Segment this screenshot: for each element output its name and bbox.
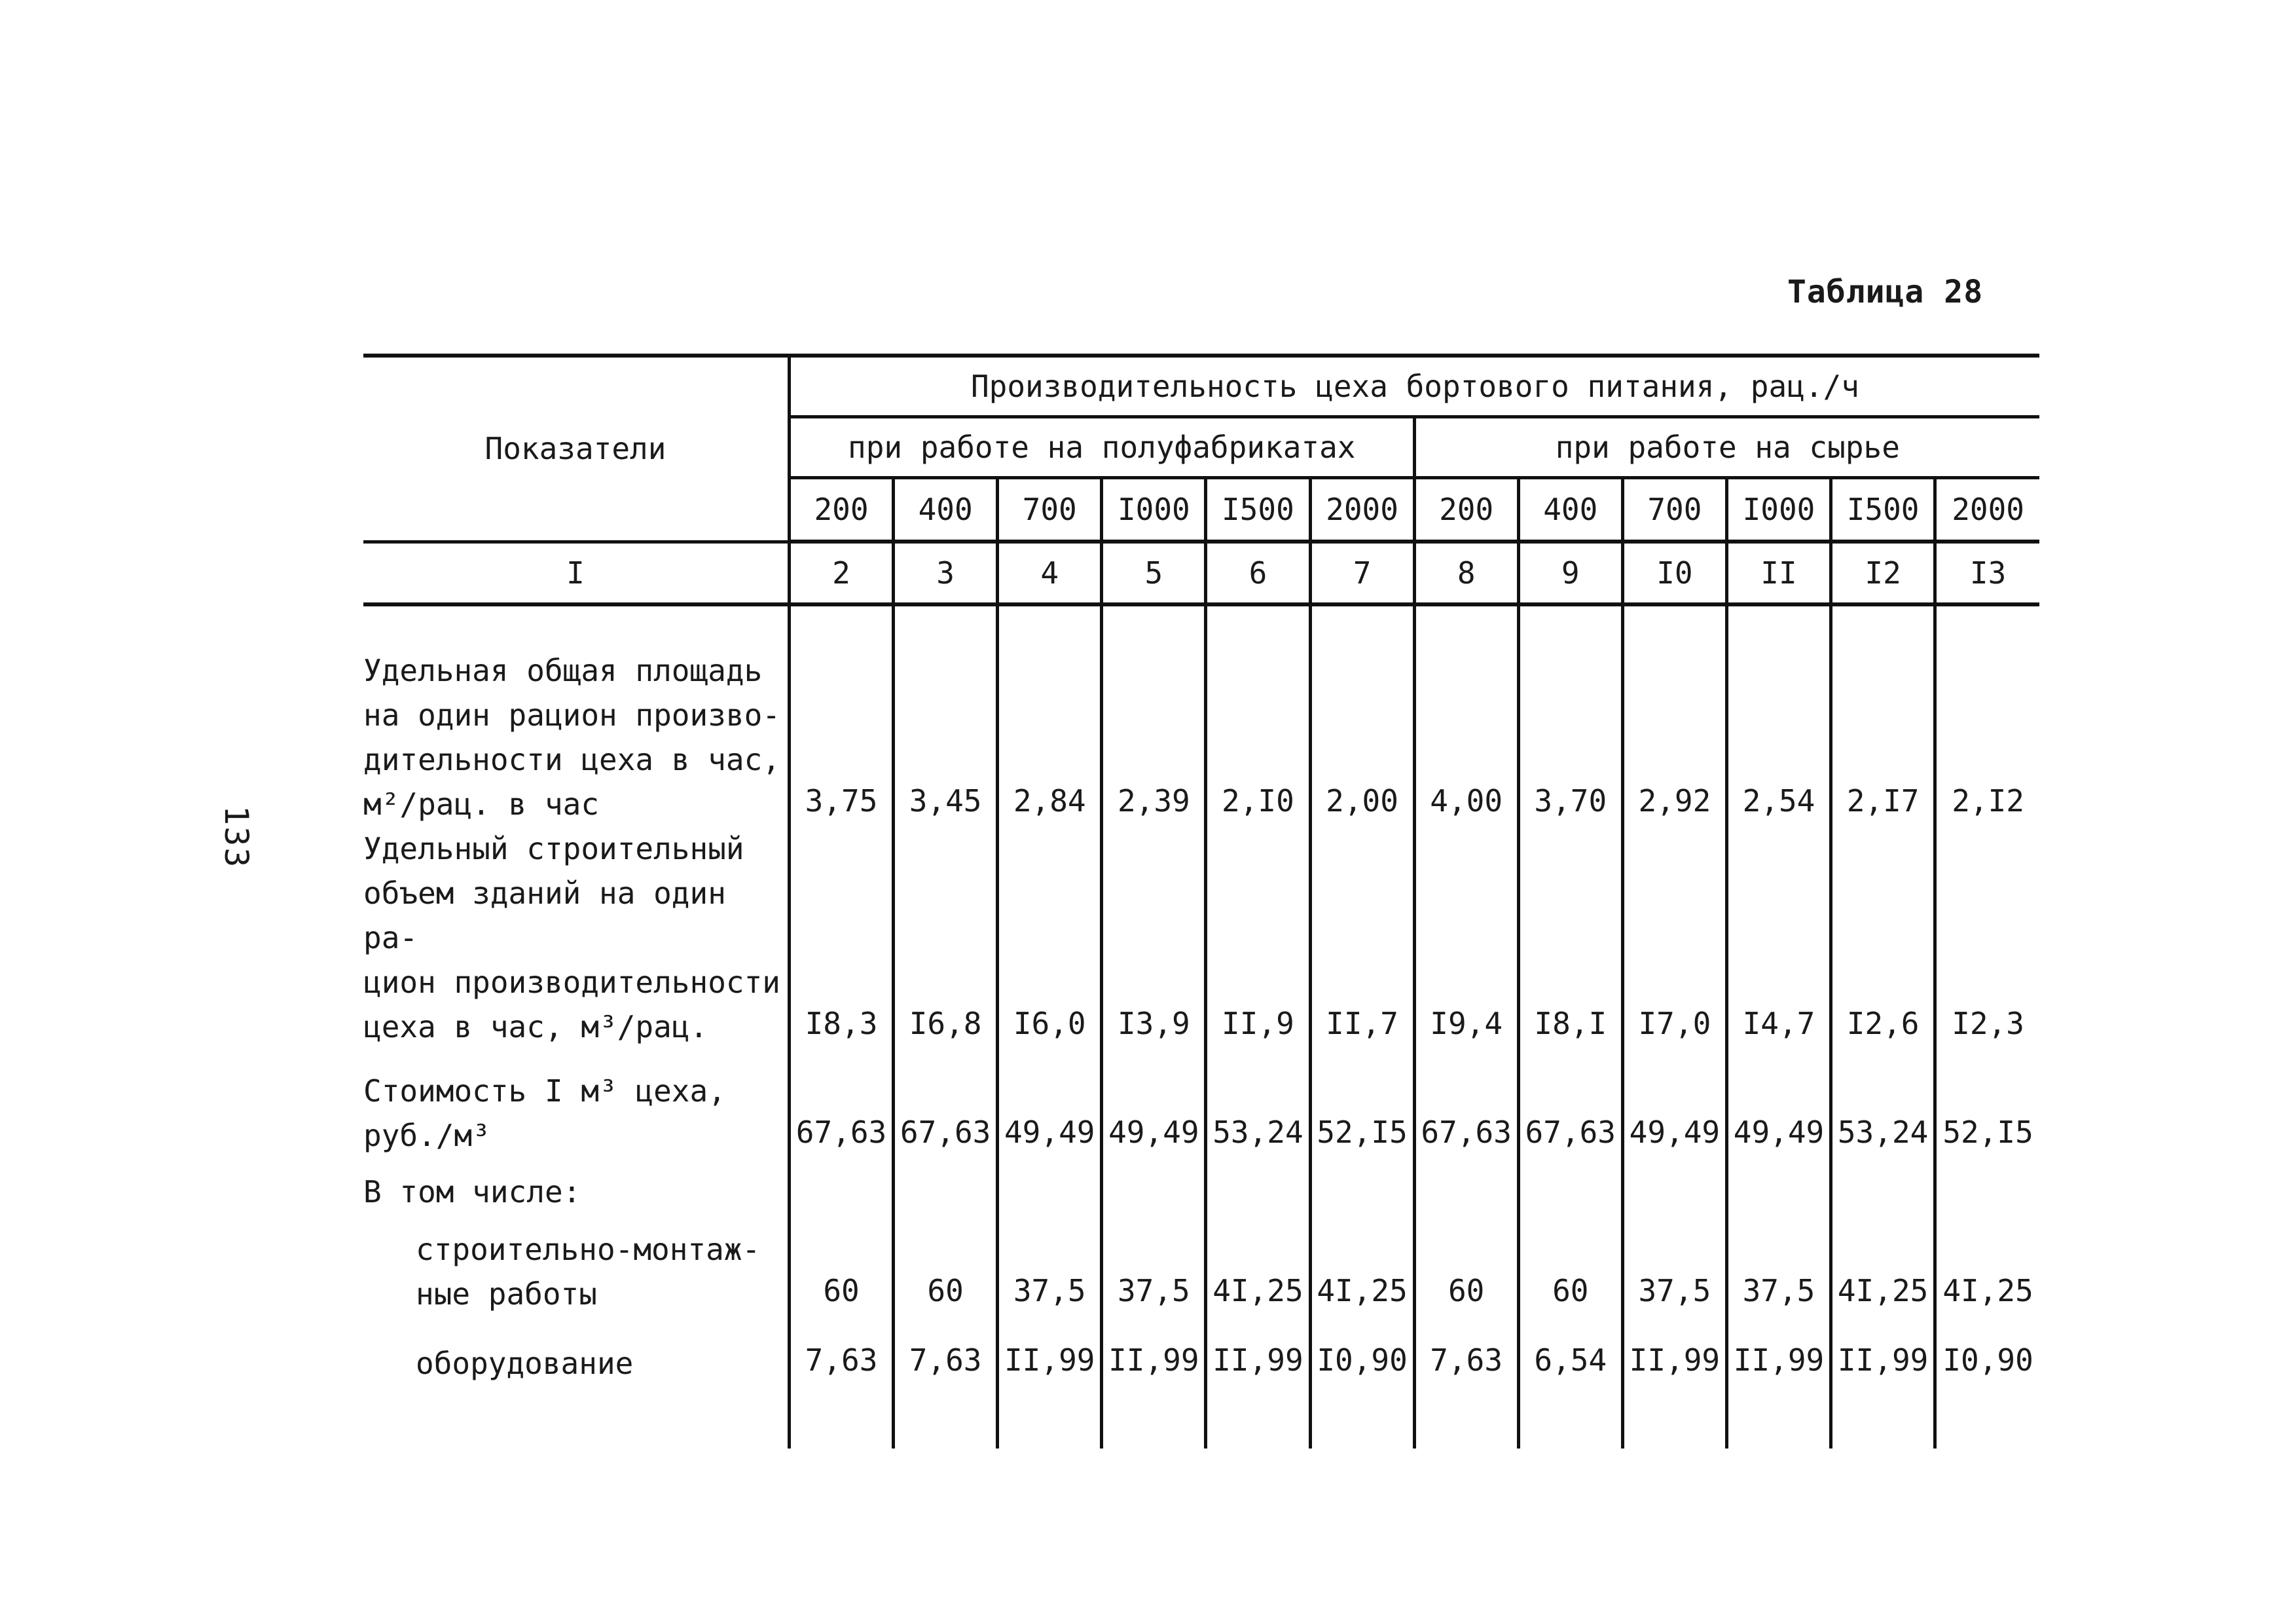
data-table bbox=[363, 354, 2039, 1449]
table-cell bbox=[1518, 1158, 1622, 1214]
table-cell: 2,00 bbox=[1310, 604, 1414, 826]
table-cell: 49,49 bbox=[998, 1049, 1102, 1158]
table-cell bbox=[1622, 1158, 1726, 1214]
column-number: 8 bbox=[1414, 542, 1518, 604]
row-label-line: на один рацион произво- bbox=[363, 697, 780, 733]
page-number: 133 bbox=[217, 805, 255, 869]
table-cell bbox=[1206, 1158, 1310, 1214]
capacity-header: 700 bbox=[1622, 478, 1726, 542]
capacity-header: I000 bbox=[1726, 478, 1831, 542]
table-cell: 67,63 bbox=[789, 1049, 893, 1158]
table-cell: 53,24 bbox=[1831, 1049, 1935, 1158]
table-cell: I8,3 bbox=[789, 826, 893, 1049]
row-label bbox=[363, 1158, 789, 1214]
column-number: 9 bbox=[1518, 542, 1622, 604]
row-label bbox=[363, 1214, 789, 1316]
table-cell: 2,84 bbox=[998, 604, 1102, 826]
capacity-header: 700 bbox=[998, 478, 1102, 542]
table-tail bbox=[363, 1386, 2039, 1449]
table-cell: 60 bbox=[789, 1214, 893, 1316]
tail-spacer bbox=[1310, 1386, 1414, 1449]
row-label bbox=[363, 604, 789, 826]
table-cell: 49,49 bbox=[1622, 1049, 1726, 1158]
row-label bbox=[363, 1316, 789, 1386]
table-cell: 4I,25 bbox=[1831, 1214, 1935, 1316]
table-cell: 7,63 bbox=[1414, 1316, 1518, 1386]
capacity-header: I000 bbox=[1102, 478, 1206, 542]
row-label bbox=[363, 826, 789, 1049]
capacity-group-header: Производительность цеха бортового питания, рац./ч bbox=[789, 356, 2039, 417]
capacity-header: I500 bbox=[1206, 478, 1310, 542]
indicators-header: Показатели bbox=[363, 356, 789, 542]
table-cell bbox=[1831, 1158, 1935, 1214]
table-cell: I4,7 bbox=[1726, 826, 1831, 1049]
table-cell: II,99 bbox=[1831, 1316, 1935, 1386]
tail-spacer bbox=[1206, 1386, 1310, 1449]
table-cell: 67,63 bbox=[1518, 1049, 1622, 1158]
row-label bbox=[363, 1049, 789, 1158]
table-cell: II,9 bbox=[1206, 826, 1310, 1049]
row-label-line: Стоимость I м³ цеха, bbox=[363, 1073, 726, 1109]
tail-spacer bbox=[1518, 1386, 1622, 1449]
table-cell: 67,63 bbox=[894, 1049, 998, 1158]
capacity-header: 400 bbox=[1518, 478, 1622, 542]
row-label-line: Удельный строительный bbox=[363, 831, 744, 866]
tail-spacer bbox=[1102, 1386, 1206, 1449]
table-cell: 49,49 bbox=[1102, 1049, 1206, 1158]
table-caption-label: Таблица bbox=[1787, 274, 1925, 310]
table-cell bbox=[1935, 1158, 2039, 1214]
row-label-line: строительно-монтаж- bbox=[416, 1232, 761, 1267]
table-cell: I7,0 bbox=[1622, 826, 1726, 1049]
table-cell: 60 bbox=[1518, 1214, 1622, 1316]
subgroup-semi-finished: при работе на полуфабрикатах bbox=[789, 417, 1414, 478]
table-caption bbox=[1787, 274, 1983, 310]
table-cell: II,99 bbox=[998, 1316, 1102, 1386]
table-caption-number: 28 bbox=[1944, 274, 1984, 310]
table-cell: 4I,25 bbox=[1206, 1214, 1310, 1316]
table-cell: 52,I5 bbox=[1935, 1049, 2039, 1158]
table-cell: I3,9 bbox=[1102, 826, 1206, 1049]
table-cell: II,7 bbox=[1310, 826, 1414, 1049]
capacity-header: 200 bbox=[1414, 478, 1518, 542]
table-row bbox=[363, 826, 2039, 1049]
table-cell: 52,I5 bbox=[1310, 1049, 1414, 1158]
table-cell: 3,70 bbox=[1518, 604, 1622, 826]
row-label-line: м²/рац. в час bbox=[363, 786, 600, 822]
table-cell: II,99 bbox=[1206, 1316, 1310, 1386]
capacity-header: 2000 bbox=[1310, 478, 1414, 542]
tail-spacer bbox=[1935, 1386, 2039, 1449]
table-cell: 6,54 bbox=[1518, 1316, 1622, 1386]
table-cell: 4I,25 bbox=[1935, 1214, 2039, 1316]
table-cell: 2,39 bbox=[1102, 604, 1206, 826]
row-label-line: руб./м³ bbox=[363, 1118, 490, 1153]
row-label-line: Удельная общая площадь bbox=[363, 653, 763, 688]
column-number: II bbox=[1726, 542, 1831, 604]
row-label-line: цион производительности bbox=[363, 965, 780, 1000]
table-row bbox=[363, 604, 2039, 826]
column-number: 2 bbox=[789, 542, 893, 604]
row-label-line: цеха в час, м³/рац. bbox=[363, 1009, 708, 1044]
table-row bbox=[363, 1049, 2039, 1158]
capacity-header: 2000 bbox=[1935, 478, 2039, 542]
table-cell: II,99 bbox=[1726, 1316, 1831, 1386]
table-cell: II,99 bbox=[1622, 1316, 1726, 1386]
table-cell bbox=[789, 1158, 893, 1214]
table-cell: 2,I7 bbox=[1831, 604, 1935, 826]
row-label-line: дительности цеха в час, bbox=[363, 742, 780, 777]
column-number: I2 bbox=[1831, 542, 1935, 604]
table-cell: 67,63 bbox=[1414, 1049, 1518, 1158]
column-number: 5 bbox=[1102, 542, 1206, 604]
column-number: 6 bbox=[1206, 542, 1310, 604]
column-number: 3 bbox=[894, 542, 998, 604]
tail-spacer bbox=[1622, 1386, 1726, 1449]
table-cell: 60 bbox=[894, 1214, 998, 1316]
table-cell: 2,I0 bbox=[1206, 604, 1310, 826]
table-cell: 37,5 bbox=[1622, 1214, 1726, 1316]
row-label-line: В том числе: bbox=[363, 1174, 581, 1209]
capacity-header: 400 bbox=[894, 478, 998, 542]
tail-spacer bbox=[1726, 1386, 1831, 1449]
table-cell: 37,5 bbox=[998, 1214, 1102, 1316]
table-row bbox=[363, 1214, 2039, 1316]
table-cell: I0,90 bbox=[1935, 1316, 2039, 1386]
table-cell: 3,75 bbox=[789, 604, 893, 826]
column-number: I bbox=[363, 542, 789, 604]
table-cell bbox=[1310, 1158, 1414, 1214]
table-cell bbox=[894, 1158, 998, 1214]
table-cell: I9,4 bbox=[1414, 826, 1518, 1049]
row-label-line: объем зданий на один ра- bbox=[363, 876, 726, 955]
row-label-line: оборудование bbox=[416, 1346, 634, 1381]
row-label-line: ные работы bbox=[416, 1276, 597, 1312]
table-cell: 49,49 bbox=[1726, 1049, 1831, 1158]
table-cell: 53,24 bbox=[1206, 1049, 1310, 1158]
table-cell: 60 bbox=[1414, 1214, 1518, 1316]
table-cell: I2,3 bbox=[1935, 826, 2039, 1049]
table-cell: I2,6 bbox=[1831, 826, 1935, 1049]
tail-spacer bbox=[998, 1386, 1102, 1449]
tail-spacer bbox=[789, 1386, 893, 1449]
table-cell: 37,5 bbox=[1726, 1214, 1831, 1316]
table-cell: 2,I2 bbox=[1935, 604, 2039, 826]
column-number: 7 bbox=[1310, 542, 1414, 604]
table-cell: II,99 bbox=[1102, 1316, 1206, 1386]
tail-spacer bbox=[1414, 1386, 1518, 1449]
table-cell: 3,45 bbox=[894, 604, 998, 826]
table-cell: 2,92 bbox=[1622, 604, 1726, 826]
column-number: I3 bbox=[1935, 542, 2039, 604]
table-cell: 4I,25 bbox=[1310, 1214, 1414, 1316]
table-cell bbox=[998, 1158, 1102, 1214]
table-cell bbox=[1414, 1158, 1518, 1214]
table-cell: I6,0 bbox=[998, 826, 1102, 1049]
table-cell bbox=[1102, 1158, 1206, 1214]
table-cell bbox=[1726, 1158, 1831, 1214]
table-cell: I0,90 bbox=[1310, 1316, 1414, 1386]
table-row bbox=[363, 1158, 2039, 1214]
tail-spacer bbox=[363, 1386, 789, 1449]
capacity-header: 200 bbox=[789, 478, 893, 542]
subgroup-raw: при работе на сырье bbox=[1414, 417, 2039, 478]
capacity-header: I500 bbox=[1831, 478, 1935, 542]
table-row bbox=[363, 1316, 2039, 1386]
table-cell: 4,00 bbox=[1414, 604, 1518, 826]
table-cell: 2,54 bbox=[1726, 604, 1831, 826]
table-cell: I8,I bbox=[1518, 826, 1622, 1049]
column-number: 4 bbox=[998, 542, 1102, 604]
table-cell: I6,8 bbox=[894, 826, 998, 1049]
table-cell: 7,63 bbox=[894, 1316, 998, 1386]
tail-spacer bbox=[1831, 1386, 1935, 1449]
table-cell: 7,63 bbox=[789, 1316, 893, 1386]
column-number: I0 bbox=[1622, 542, 1726, 604]
table-cell: 37,5 bbox=[1102, 1214, 1206, 1316]
tail-spacer bbox=[894, 1386, 998, 1449]
